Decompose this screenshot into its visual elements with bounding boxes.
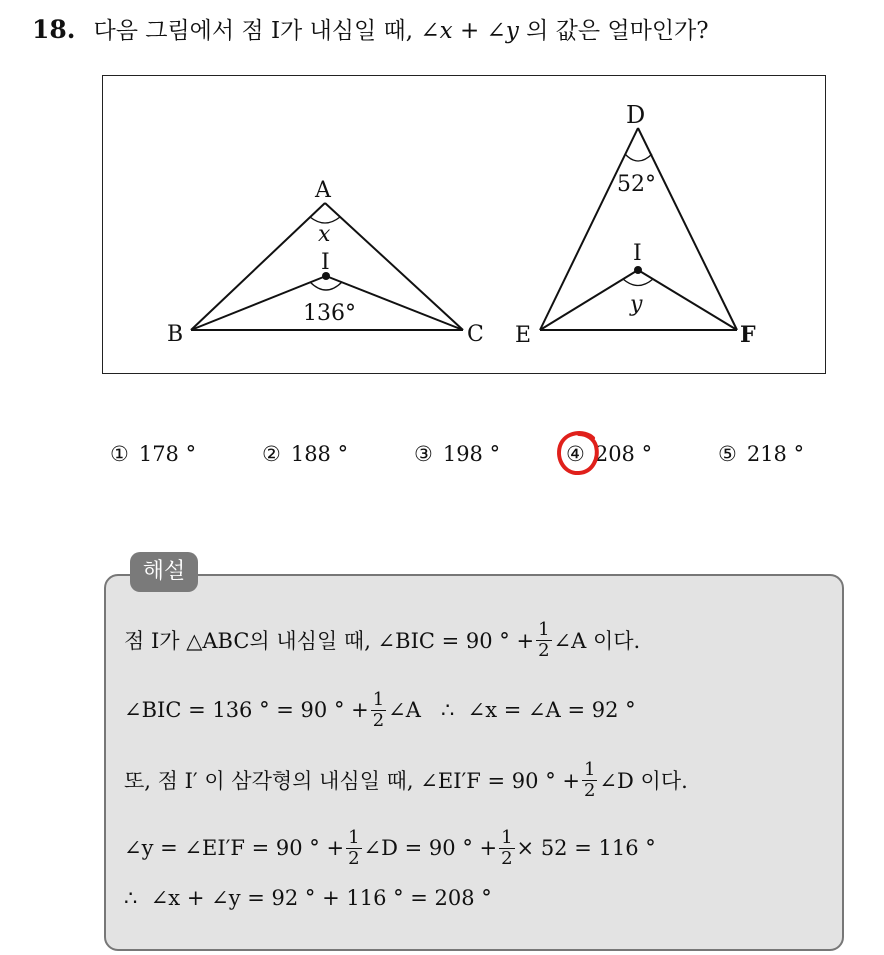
choice-1-number: ① [110,442,129,466]
solution-line-4-b: ∠D = 90 ° + [363,836,498,860]
triangles-figure [103,76,827,375]
label-e: E [515,323,532,348]
choice-4-number: ④ [566,442,585,466]
fraction-numerator: 1 [348,826,360,848]
fraction-half-5 [499,828,514,869]
angle-arc-eif [623,279,653,286]
choice-3[interactable] [414,436,500,472]
solution-line-2-b: ∠A ∴ ∠x = ∠A = 92 ° [388,698,636,722]
solution-line-1-a: 점 I가 △ABC의 내심일 때, ∠BIC = 90 ° + [124,629,535,653]
fraction-denominator: 2 [538,639,550,661]
angle-arc-d [625,154,652,161]
solution-line-4-a: ∠y = ∠EI′F = 90 ° + [124,836,345,860]
label-angle-x: x [318,222,331,247]
solution-line-5 [124,870,492,926]
fraction-numerator: 1 [501,826,513,848]
label-angle-y: y [630,292,643,317]
choice-2[interactable] [262,436,348,472]
fraction-numerator: 1 [538,618,550,640]
solution-line-4 [124,820,656,876]
choice-2-number: ② [262,442,281,466]
solution-line-2-a: ∠BIC = 136 ° = 90 ° + [124,698,369,722]
label-i-right: I [633,241,642,266]
solution-line-1-b: ∠A 이다. [553,629,641,653]
question-plus: + [452,18,487,44]
label-f: F [740,322,756,348]
choice-5-number: ⑤ [718,442,737,466]
question-angle-y: ∠y [486,18,519,44]
choice-1-value: 178 ° [138,442,197,466]
solution-line-3-a: 또, 점 I′ 이 삼각형의 내심일 때, ∠EI′F = 90 ° + [124,769,580,793]
solution-line-3-b: ∠D 이다. [599,769,688,793]
choice-1[interactable] [110,436,196,472]
question-text-after: 의 값은 얼마인가? [518,18,709,44]
question-text [32,14,872,47]
label-b: B [167,322,184,347]
choice-5-value: 218 ° [746,442,805,466]
answer-choices [0,436,884,472]
choice-3-value: 198 ° [442,442,501,466]
fraction-denominator: 2 [372,709,385,731]
label-i-left: I [321,250,330,275]
label-angle-52: 52° [617,172,656,197]
fraction-half-1 [536,620,551,661]
question-text-before: 다음 그림에서 점 I가 내심일 때, [93,18,421,44]
choice-2-value: 188 ° [290,442,349,466]
solution-line-3 [124,752,688,808]
fraction-half-4 [346,828,361,869]
fraction-denominator: 2 [501,847,513,869]
question-angle-x: ∠x [420,18,453,44]
angle-arc-bic [310,282,342,290]
solution-line-2 [124,682,636,738]
fraction-denominator: 2 [583,779,596,801]
fraction-half-3 [582,760,597,801]
choice-5[interactable] [718,436,804,472]
choice-4-value: 208 ° [594,442,653,466]
solution-line-1 [124,612,640,668]
label-a: A [315,178,331,203]
choice-3-number: ③ [414,442,433,466]
fraction-numerator: 1 [372,688,385,710]
fraction-numerator: 1 [583,758,596,780]
question-number: 18. [32,15,76,44]
label-c: C [467,322,484,347]
label-angle-136: 136° [303,301,356,326]
label-d: D [626,101,646,129]
point-i-right [634,266,642,274]
fraction-denominator: 2 [348,847,360,869]
solution-tag: 해설 [130,552,198,592]
answer-circle-mark [555,428,601,478]
fraction-half-2 [371,690,386,731]
figure-box [102,75,826,374]
solution-line-5-text: ∴ ∠x + ∠y = 92 ° + 116 ° = 208 ° [124,886,492,910]
solution-line-4-c: × 52 = 116 ° [516,836,656,860]
